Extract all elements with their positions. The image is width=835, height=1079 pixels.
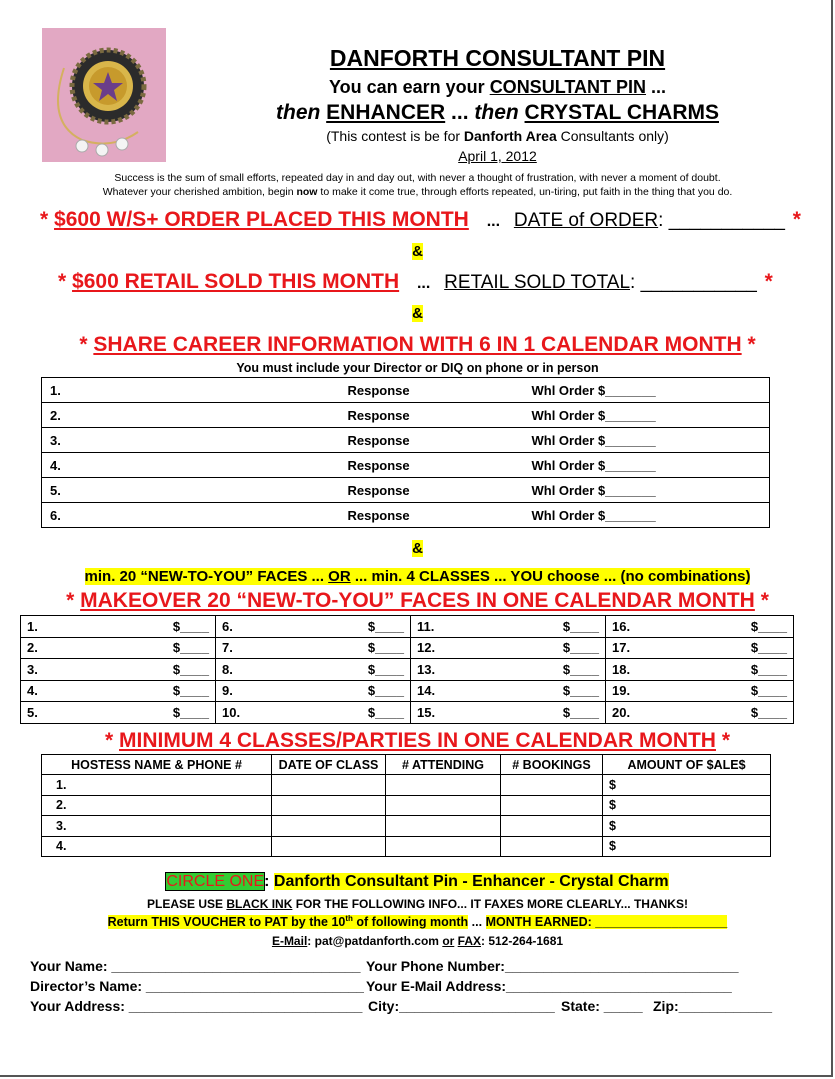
classes-column-header: DATE OF CLASS xyxy=(272,755,386,775)
career-row-order[interactable]: Whl Order $_______ xyxy=(492,378,770,403)
classes-column-header: # BOOKINGS xyxy=(501,755,603,775)
faces-row xyxy=(21,616,794,638)
classes-column-header: # ATTENDING xyxy=(386,755,501,775)
subtitle-then-line: then ENHANCER ... then CRYSTAL CHARMS xyxy=(276,101,719,124)
classes-row xyxy=(42,836,771,857)
contact-line: E-Mail: pat@patdanforth.com or FAX: 512-264-1681 xyxy=(271,934,564,948)
career-row-number: 2. xyxy=(42,403,342,428)
classes-attending-cell[interactable] xyxy=(386,795,501,816)
face-number: 19. xyxy=(606,680,739,702)
face-number: 16. xyxy=(606,616,739,638)
face-amount[interactable]: $____ xyxy=(359,680,411,702)
career-row-order[interactable]: Whl Order $_______ xyxy=(492,428,770,453)
requirement-retail-sold: * $600 RETAIL SOLD THIS MONTH ... RETAIL SOLD TOTAL: ___________ * xyxy=(58,270,773,293)
classes-attending-cell[interactable] xyxy=(386,836,501,857)
classes-section-title: * MINIMUM 4 CLASSES/PARTIES IN ONE CALENDAR MONTH * xyxy=(104,729,731,752)
faces-row xyxy=(21,659,794,681)
your-address-field[interactable]: Your Address: ______________________________ xyxy=(30,998,363,1014)
your-name-field[interactable]: Your Name: ________________________________ xyxy=(30,958,361,974)
face-amount[interactable]: $____ xyxy=(161,659,216,681)
face-number: 2. xyxy=(21,637,161,659)
zip-field[interactable]: Zip:____________ xyxy=(653,998,773,1014)
classes-bookings-cell[interactable] xyxy=(501,836,603,857)
classes-column-header: AMOUNT OF $ALE$ xyxy=(603,755,771,775)
circle-one-label: CIRCLE ONE xyxy=(166,873,265,890)
face-number: 18. xyxy=(606,659,739,681)
classes-row-number[interactable]: 4. xyxy=(42,836,272,857)
face-number: 12. xyxy=(411,637,554,659)
face-amount[interactable]: $____ xyxy=(161,702,216,724)
eligibility-note: (This contest is be for Danforth Area Consultants only) xyxy=(326,128,669,144)
your-email-field[interactable]: Your E-Mail Address:_____________________________ xyxy=(366,978,732,994)
classes-date-cell[interactable] xyxy=(272,836,386,857)
face-amount[interactable]: $____ xyxy=(554,659,606,681)
classes-row xyxy=(42,795,771,816)
face-amount[interactable]: $____ xyxy=(161,637,216,659)
face-amount[interactable]: $____ xyxy=(359,637,411,659)
career-section-title: * SHARE CAREER INFORMATION WITH 6 IN 1 CALENDAR MONTH * xyxy=(79,333,756,356)
career-row-response[interactable]: Response xyxy=(342,403,492,428)
face-number: 1. xyxy=(21,616,161,638)
classes-attending-cell[interactable] xyxy=(386,816,501,837)
face-number: 15. xyxy=(411,702,554,724)
classes-date-cell[interactable] xyxy=(272,795,386,816)
faces-row xyxy=(21,637,794,659)
face-number: 11. xyxy=(411,616,554,638)
career-row-order[interactable]: Whl Order $_______ xyxy=(492,453,770,478)
face-amount[interactable]: $____ xyxy=(359,659,411,681)
career-row-response[interactable]: Response xyxy=(342,478,492,503)
career-row xyxy=(42,503,770,528)
option-consultant-pin[interactable]: Danforth Consultant Pin xyxy=(273,873,458,890)
faces-table xyxy=(20,615,794,724)
faces-or-classes-choice: min. 20 “NEW-TO-YOU” FACES ... OR ... min. 4 CLASSES ... YOU choose ... (no combinations) xyxy=(84,568,751,585)
classes-bookings-cell[interactable] xyxy=(501,775,603,796)
face-amount[interactable]: $____ xyxy=(554,702,606,724)
career-row-order[interactable]: Whl Order $_______ xyxy=(492,403,770,428)
ampersand-1: & xyxy=(412,243,423,260)
face-number: 3. xyxy=(21,659,161,681)
classes-amount-cell[interactable]: $ xyxy=(603,816,771,837)
classes-date-cell[interactable] xyxy=(272,775,386,796)
option-enhancer[interactable]: Enhancer xyxy=(472,873,546,890)
face-amount[interactable]: $____ xyxy=(554,680,606,702)
career-row-response[interactable]: Response xyxy=(342,503,492,528)
face-number: 10. xyxy=(216,702,359,724)
option-crystal-charm[interactable]: Crystal Charm xyxy=(559,873,669,890)
classes-table xyxy=(41,754,771,857)
classes-bookings-cell[interactable] xyxy=(501,816,603,837)
career-row xyxy=(42,428,770,453)
your-phone-field[interactable]: Your Phone Number:______________________________ xyxy=(366,958,739,974)
circle-one-line: CIRCLE ONE: Danforth Consultant Pin - Enhancer - Crystal Charm xyxy=(166,873,669,890)
face-number: 13. xyxy=(411,659,554,681)
face-amount[interactable]: $____ xyxy=(739,680,794,702)
face-number: 14. xyxy=(411,680,554,702)
career-row-number: 5. xyxy=(42,478,342,503)
quote-line-2: Whatever your cherished ambition, begin now to make it come true, through efforts repeated, un-tiring, put faith in the thing that you do. xyxy=(102,186,733,198)
classes-row xyxy=(42,816,771,837)
career-table xyxy=(41,377,770,528)
career-row xyxy=(42,478,770,503)
faces-row xyxy=(21,702,794,724)
face-amount[interactable]: $____ xyxy=(739,616,794,638)
face-amount[interactable]: $____ xyxy=(161,680,216,702)
classes-row-number[interactable]: 3. xyxy=(42,816,272,837)
face-number: 4. xyxy=(21,680,161,702)
career-row-response[interactable]: Response xyxy=(342,453,492,478)
career-row xyxy=(42,403,770,428)
classes-column-header: HOSTESS NAME & PHONE # xyxy=(42,755,272,775)
career-row-number: 1. xyxy=(42,378,342,403)
faces-section-title: * MAKEOVER 20 “NEW-TO-YOU” FACES IN ONE CALENDAR MONTH * xyxy=(66,589,769,612)
classes-attending-cell[interactable] xyxy=(386,775,501,796)
face-amount[interactable]: $____ xyxy=(161,616,216,638)
face-amount[interactable]: $____ xyxy=(739,637,794,659)
black-ink-instruction: PLEASE USE BLACK INK FOR THE FOLLOWING INFO... IT FAXES MORE CLEARLY... THANKS! xyxy=(147,897,688,911)
career-row-order[interactable]: Whl Order $_______ xyxy=(492,503,770,528)
face-number: 7. xyxy=(216,637,359,659)
director-name-field[interactable]: Director’s Name: ____________________________ xyxy=(30,978,364,994)
contest-date: April 1, 2012 xyxy=(458,148,537,164)
classes-bookings-cell[interactable] xyxy=(501,795,603,816)
classes-date-cell[interactable] xyxy=(272,816,386,837)
face-amount[interactable]: $____ xyxy=(554,616,606,638)
face-amount[interactable]: $____ xyxy=(739,702,794,724)
classes-row xyxy=(42,775,771,796)
career-row xyxy=(42,378,770,403)
career-row-number: 4. xyxy=(42,453,342,478)
requirement-ws-order: * $600 W/S+ ORDER PLACED THIS MONTH ... DATE of ORDER: ___________ * xyxy=(40,208,801,231)
career-row-number: 3. xyxy=(42,428,342,453)
return-voucher-line: Return THIS VOUCHER to PAT by the 10th of following month ... MONTH EARNED: ___________________ xyxy=(107,914,728,930)
career-row-order[interactable]: Whl Order $_______ xyxy=(492,478,770,503)
state-field[interactable]: State: _____ xyxy=(561,998,643,1014)
quote-line-1: Success is the sum of small efforts, repeated day in and day out, with never a thought of frustration, with never a moment of doubt. xyxy=(114,172,721,184)
career-row-response[interactable]: Response xyxy=(342,378,492,403)
city-field[interactable]: City:____________________ xyxy=(368,998,555,1014)
faces-row xyxy=(21,680,794,702)
classes-row-number[interactable]: 1. xyxy=(42,775,272,796)
face-number: 17. xyxy=(606,637,739,659)
career-row-response[interactable]: Response xyxy=(342,428,492,453)
face-amount[interactable]: $____ xyxy=(554,637,606,659)
face-number: 9. xyxy=(216,680,359,702)
face-amount[interactable]: $____ xyxy=(359,702,411,724)
career-row-number: 6. xyxy=(42,503,342,528)
face-number: 6. xyxy=(216,616,359,638)
face-amount[interactable]: $____ xyxy=(359,616,411,638)
ampersand-2: & xyxy=(412,305,423,322)
classes-amount-cell[interactable]: $ xyxy=(603,836,771,857)
classes-amount-cell[interactable]: $ xyxy=(603,775,771,796)
page-title: DANFORTH CONSULTANT PIN xyxy=(329,45,666,71)
ampersand-3: & xyxy=(412,540,423,557)
face-number: 20. xyxy=(606,702,739,724)
career-subtitle: You must include your Director or DIQ on phone or in person xyxy=(236,361,599,375)
career-row xyxy=(42,453,770,478)
classes-row-number[interactable]: 2. xyxy=(42,795,272,816)
face-number: 8. xyxy=(216,659,359,681)
subtitle-line: You can earn your CONSULTANT PIN ... xyxy=(328,77,667,97)
classes-amount-cell[interactable]: $ xyxy=(603,795,771,816)
face-amount[interactable]: $____ xyxy=(739,659,794,681)
face-number: 5. xyxy=(21,702,161,724)
